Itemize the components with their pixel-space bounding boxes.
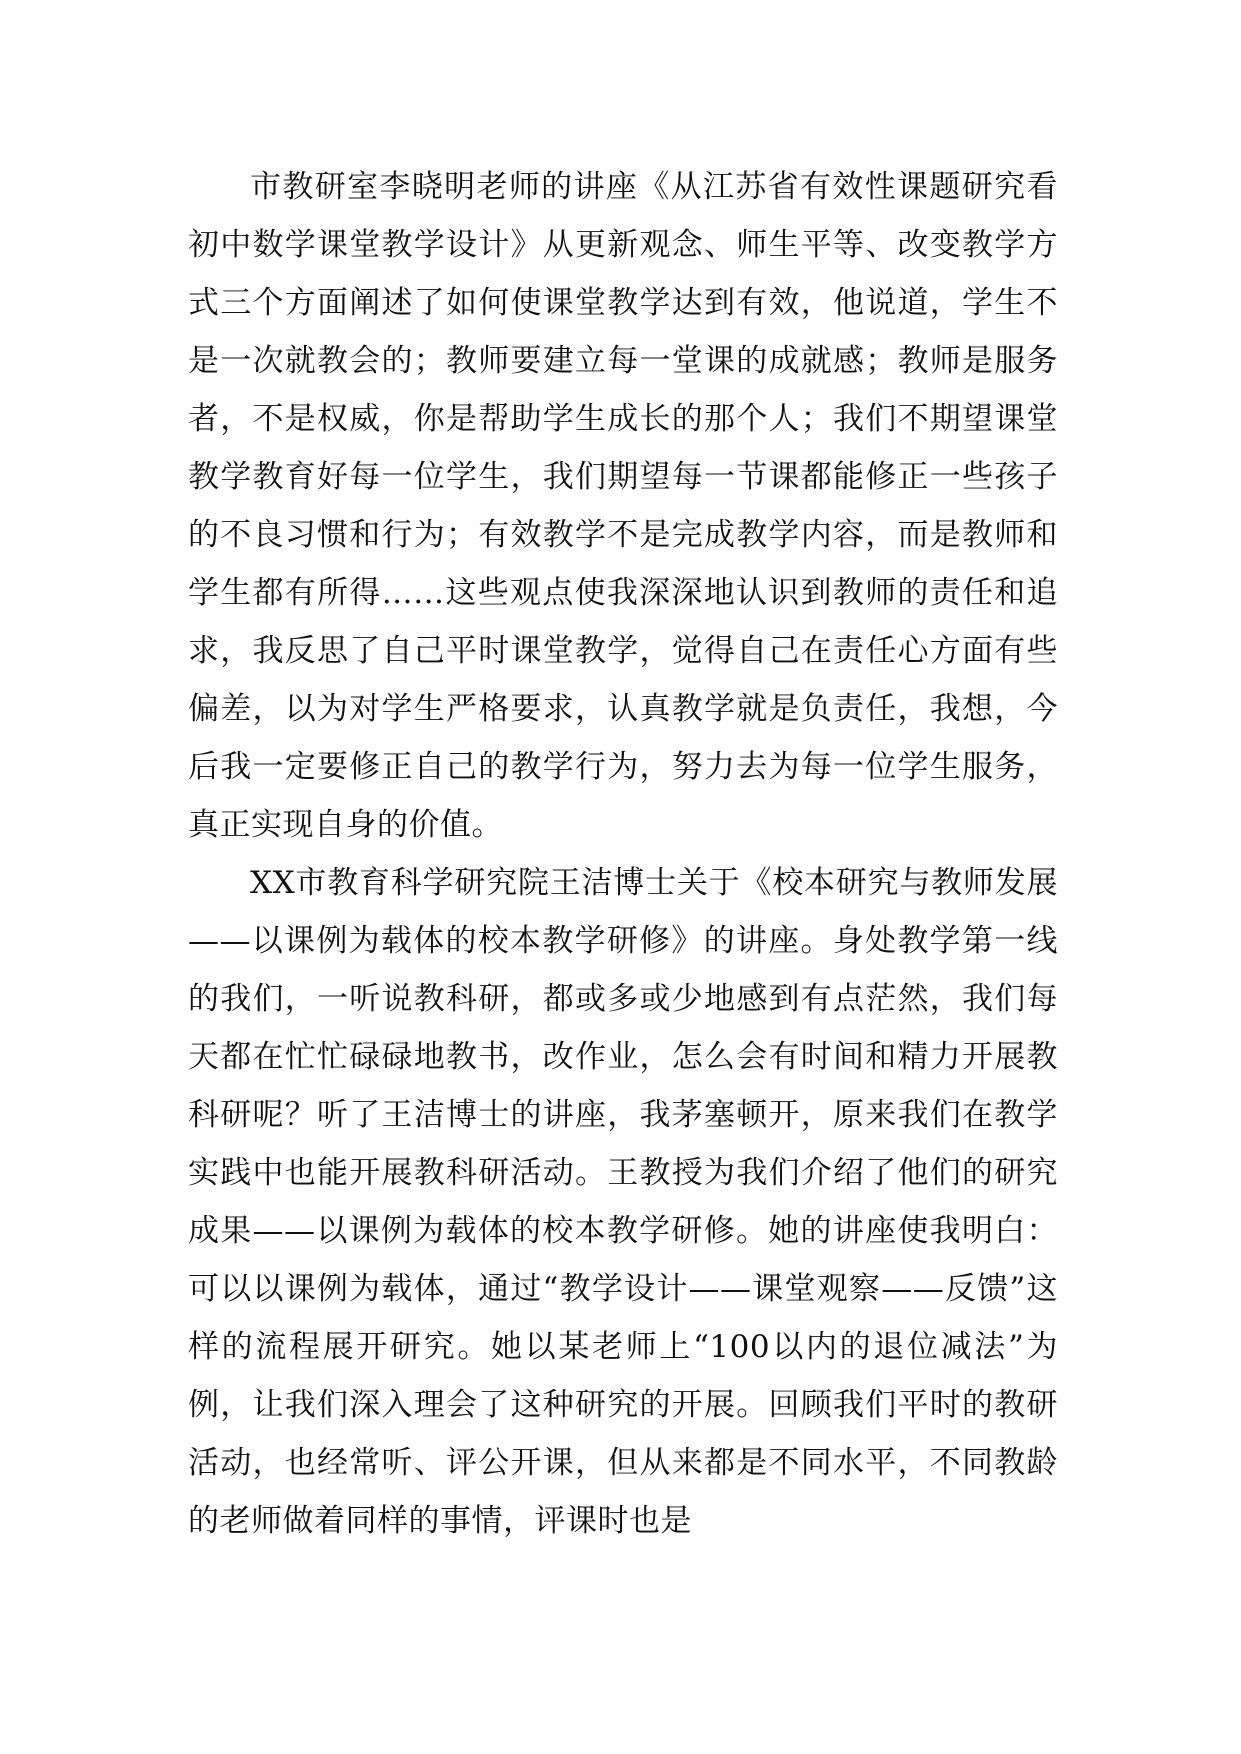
paragraph-lecture-li: 市教研室李晓明老师的讲座《从江苏省有效性课题研究看初中数学课堂教学设计》从更新观念、师生平等、改变教学方式三个方面阐述了如何使课堂教学达到有效，他说道，学生不是一次就教会的；教师要建立每一堂课的成就感；教师是服务者，不是权威，你是帮助学生成长的那个人；我们不期望课堂教学教育好每一位学生，我们期望每一节课都能修正一些孩子的不良习惯和行为；有效教学不是完成教学内容，而是教师和学生都有所得……这些观点使我深深地认识到教师的责任和追求，我反思了自己平时课堂教学，觉得自己在责任心方面有些偏差，以为对学生严格要求，认真教学就是负责任，我想，今后我一定要修正自己的教学行为，努力去为每一位学生服务，真正实现自身的价值。 bbox=[188, 169, 1058, 843]
document-body bbox=[188, 158, 1058, 1550]
paragraph-lecture-wang: XX市教育科学研究院王洁博士关于《校本研究与教师发展——以课例为载体的校本教学研修》的讲座。身处教学第一线的我们，一听说教科研，都或多或少地感到有点茫然，我们每天都在忙忙碌碌地教书，改作业，怎么会有时间和精力开展教科研呢？听了王洁博士的讲座，我茅塞顿开，原来我们在教学实践中也能开展教科研活动。王教授为我们介绍了他们的研究成果——以课例为载体的校本教学研修。她的讲座使我明白：可以以课例为载体，通过“教学设计——课堂观察——反馈”这样的流程展开研究。她以某老师上“100以内的退位减法”为例，让我们深入理会了这种研究的开展。回顾我们平时的教研活动，也经常听、评公开课，但从来都是不同水平，不同教龄的老师做着同样的事情，评课时也是 bbox=[188, 865, 1058, 1539]
